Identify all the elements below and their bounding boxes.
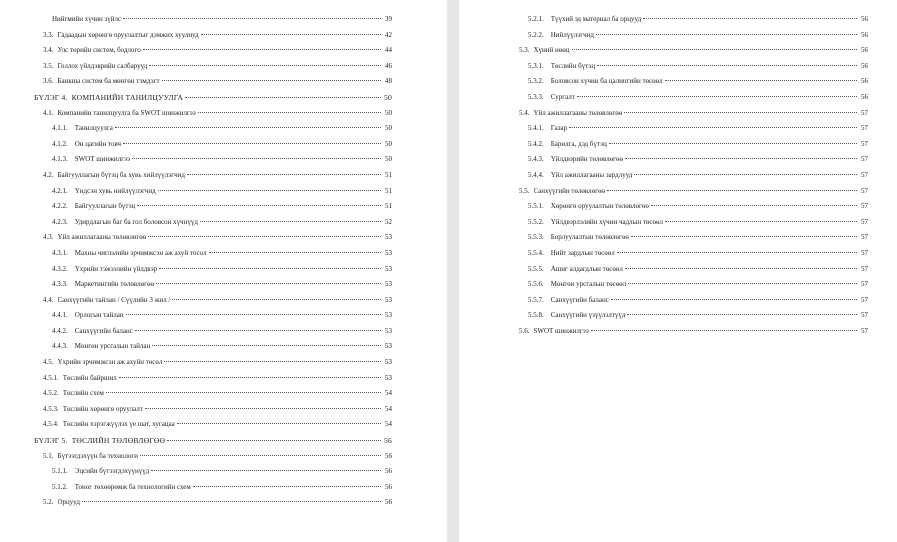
toc-entry-title: Төслийн хөрөнгө оруулалт [62, 404, 143, 413]
dot-leader [106, 392, 381, 393]
toc-entry-title: Үхрийн тэжээлийн үйлдвэр [74, 264, 158, 273]
dot-leader [609, 143, 857, 144]
toc-page-number: 56 [385, 498, 392, 507]
dot-leader [132, 158, 381, 159]
toc-entry-number: 4.4. [43, 295, 54, 304]
toc-entry-number: БҮЛЭГ 4. [34, 92, 68, 102]
dot-leader [82, 501, 381, 502]
dot-leader [209, 252, 381, 253]
toc-entry[interactable] [459, 215, 868, 231]
toc-entry[interactable] [0, 199, 392, 215]
toc-chapter-entry[interactable] [0, 90, 392, 106]
toc-entry[interactable] [0, 480, 392, 496]
toc-page-number: 57 [861, 217, 868, 226]
toc-entry[interactable] [459, 137, 868, 153]
toc-entry[interactable] [0, 12, 392, 28]
dot-leader [193, 486, 381, 487]
dot-leader [665, 221, 857, 222]
toc-page-number: 57 [861, 248, 868, 257]
toc-entry-title: Орлогын тайлан [74, 311, 124, 320]
toc-entry-number: 5.1.1. [52, 467, 68, 476]
toc-page-number: 56 [385, 451, 392, 460]
dot-leader [152, 345, 381, 346]
dot-leader [187, 174, 381, 175]
toc-entry-title: Төслийн схем [62, 389, 104, 398]
toc-page-number: 56 [861, 46, 868, 55]
toc-entry-title: Ашиг алдагдлын төсөөл [550, 264, 623, 273]
toc-entry-title: Төслийн хэрэгжүүлэх үе шат, хугацаа [62, 420, 175, 429]
toc-entry-number: 5.2. [43, 498, 54, 507]
dot-leader [625, 268, 857, 269]
dot-leader [123, 143, 381, 144]
toc-entry-title: Махны чиглэлийн эрчимжсэн аж ахуй тосол [74, 248, 207, 257]
toc-entry-number: 4.4.2. [52, 326, 68, 335]
toc-page-number: 51 [385, 202, 392, 211]
toc-entry[interactable] [459, 28, 868, 44]
toc-page-number: 56 [861, 15, 868, 23]
dot-leader [158, 190, 381, 191]
toc-page-number: 53 [385, 358, 392, 367]
toc-entry[interactable] [459, 293, 868, 309]
dot-leader [627, 314, 857, 315]
dot-leader [643, 18, 857, 19]
toc-entry-number: 4.2.2. [52, 202, 68, 211]
toc-page-number: 53 [385, 233, 392, 242]
toc-entry[interactable] [0, 308, 392, 324]
toc-entry[interactable] [459, 308, 868, 324]
toc-entry[interactable] [0, 168, 392, 184]
toc-entry-number: 4.2.3. [52, 217, 68, 226]
toc-entry-title: Боловсон хүчин ба цалингийн төсөөл [550, 77, 663, 86]
toc-page-number: 56 [385, 467, 392, 476]
toc-entry-number: 4.5.4. [43, 420, 59, 429]
dot-leader [625, 158, 857, 159]
toc-entry-title: Санхүүгийн төлөвлөгөө [533, 186, 606, 195]
toc-entry-title: Төслийн байршил [62, 373, 117, 382]
toc-page-number: 56 [861, 92, 868, 101]
dot-leader [200, 221, 381, 222]
toc-page-number: 53 [385, 326, 392, 335]
toc-page-number: 53 [385, 295, 392, 304]
dot-leader [159, 268, 381, 269]
toc-entry-title: Удирдлагын баг ба гол боловсон хүчнүүд [74, 217, 198, 226]
dot-leader [591, 330, 857, 331]
toc-page-number: 57 [861, 124, 868, 133]
toc-entry-title: Голлох үйлдэврийн салбарууд [57, 61, 148, 70]
toc-entry[interactable] [0, 386, 392, 402]
toc-entry-title: Үйл ажиллагааны зардлууд [550, 170, 633, 179]
dot-leader [634, 174, 857, 175]
toc-page-number: 57 [861, 311, 868, 320]
toc-entry-number: 4.5.2. [43, 389, 59, 398]
toc-entry-number: БҮЛЭГ 5. [34, 436, 68, 446]
toc-chapter-entry[interactable] [0, 433, 392, 449]
dot-leader [140, 455, 381, 456]
toc-entry-title: Үйл ажиллагааны төлөвлөгөө [533, 108, 623, 117]
table-of-contents [459, 12, 897, 339]
toc-entry-title: Үйл ажиллагааны төлөвлөгөө [57, 233, 147, 242]
toc-entry[interactable] [0, 230, 392, 246]
toc-entry-title: Түүхий эд материал ба орцууд [550, 15, 642, 23]
toc-entry[interactable] [0, 495, 392, 511]
toc-page-number: 50 [385, 155, 392, 164]
toc-page-number: 53 [385, 264, 392, 273]
toc-entry[interactable] [0, 184, 392, 200]
toc-entry-title: Нийт зардлын төсөөл [550, 248, 615, 257]
toc-entry-title: Газар [550, 124, 568, 133]
dot-leader [145, 408, 381, 409]
dot-leader [177, 423, 381, 424]
toc-entry-number: 4.2. [43, 170, 54, 179]
toc-entry[interactable] [459, 90, 868, 106]
toc-entry[interactable] [0, 324, 392, 340]
toc-page-number: 57 [861, 326, 868, 335]
toc-entry-title: Хөрөнгө оруулалтын төлөвлөгөө [550, 202, 649, 211]
toc-entry-title: Танилцуулга [74, 124, 113, 133]
dot-leader [149, 65, 381, 66]
toc-entry-number: 3.6. [43, 77, 54, 86]
dot-leader [198, 112, 381, 113]
toc-entry-title: Үндсэн хувь нийлүүлэгчид [74, 186, 156, 195]
toc-entry[interactable] [459, 168, 868, 184]
toc-entry[interactable] [0, 339, 392, 355]
toc-entry-title: Нийгмийн хүчин зүйлс [52, 15, 122, 23]
toc-entry[interactable] [0, 262, 392, 278]
toc-entry-number: 4.1.2. [52, 139, 68, 148]
toc-entry[interactable] [0, 106, 392, 122]
toc-entry-title: SWOT шинжилгээ [533, 326, 589, 335]
toc-entry-title: Байгууллагын бүтэц [74, 202, 136, 211]
dot-leader [665, 80, 857, 81]
toc-page-number: 56 [861, 77, 868, 86]
toc-page-number: 57 [861, 170, 868, 179]
toc-page-number: 57 [861, 280, 868, 289]
dot-leader [115, 127, 381, 128]
dot-leader [628, 283, 857, 284]
toc-entry-title: Барилга, дэд бүтэц [550, 139, 607, 148]
toc-page-number: 57 [861, 155, 868, 164]
toc-page-number: 57 [861, 264, 868, 273]
toc-page-number: 48 [385, 77, 392, 86]
toc-entry-number: 3.4. [43, 46, 54, 55]
toc-entry[interactable] [459, 199, 868, 215]
toc-page-number: 39 [385, 15, 392, 23]
toc-entry-number: 4.2.1. [52, 186, 68, 195]
table-of-contents [0, 12, 447, 511]
toc-entry-title: Мөнгөн урсгалын төсөөл [550, 280, 627, 289]
toc-entry-number: 5.5.1. [528, 202, 544, 211]
toc-entry[interactable] [0, 402, 392, 418]
toc-page-number: 57 [861, 233, 868, 242]
toc-entry-title: SWOT шинжилгээ [74, 155, 131, 164]
dot-leader [172, 299, 381, 300]
toc-entry[interactable] [459, 152, 868, 168]
toc-page-number: 53 [385, 342, 392, 351]
toc-page-number: 53 [385, 280, 392, 289]
toc-page-number: 44 [385, 46, 392, 55]
toc-entry-number: 5.5.2. [528, 217, 544, 226]
toc-page-number: 52 [385, 217, 392, 226]
toc-entry-number: 5.5.4. [528, 248, 544, 257]
document-page-left [0, 0, 447, 542]
toc-entry[interactable] [0, 449, 392, 465]
toc-page-number: 54 [385, 404, 392, 413]
toc-entry-number: 5.3.2. [528, 77, 544, 86]
toc-entry-title: Эцсийн бүтээгдэхүүнүүд [74, 467, 150, 476]
toc-entry-title: Тоног төхөөрөмж ба технологийн схем [74, 482, 191, 491]
document-page-right [459, 0, 897, 542]
dot-leader [651, 205, 857, 206]
dot-leader [135, 330, 381, 331]
toc-entry-number: 5.5.7. [528, 295, 544, 304]
toc-page-number: 51 [385, 186, 392, 195]
dot-leader [151, 470, 381, 471]
toc-page-number: 53 [385, 311, 392, 320]
dot-leader [126, 314, 381, 315]
toc-entry-number: 4.5.1. [43, 373, 59, 382]
toc-entry-number: 3.3. [43, 30, 54, 39]
toc-entry-number: 5.4.1. [528, 124, 544, 133]
dot-leader [167, 440, 381, 441]
toc-page-number: 51 [385, 170, 392, 179]
toc-entry-title: Борлуулалтын төлөвлөгөө [550, 233, 629, 242]
toc-entry-title: ТӨСЛИЙН ТӨЛӨВЛӨГӨӨ [71, 436, 166, 446]
dot-leader [631, 236, 857, 237]
toc-entry[interactable] [0, 215, 392, 231]
dot-leader [148, 236, 381, 237]
toc-entry-number: 5.5. [519, 186, 530, 195]
toc-entry-number: 4.1.3. [52, 155, 68, 164]
toc-page-number: 50 [385, 139, 392, 148]
toc-entry-title: Банкны систем ба мөнгөн тэмдэгт [57, 77, 160, 86]
toc-entry[interactable] [0, 293, 392, 309]
dot-leader [164, 361, 381, 362]
toc-entry-title: Мөнгөн урсгалын тайлан [74, 342, 151, 351]
toc-entry-title: Орцууд [57, 498, 80, 507]
toc-page-number: 56 [385, 482, 392, 491]
dot-leader [572, 49, 857, 50]
dot-leader [597, 65, 857, 66]
toc-entry-number: 3.5. [43, 61, 54, 70]
toc-entry[interactable] [0, 28, 392, 44]
toc-entry[interactable] [0, 137, 392, 153]
toc-entry[interactable] [459, 43, 868, 59]
toc-page-number: 54 [385, 420, 392, 429]
dot-leader [617, 252, 857, 253]
toc-entry-number: 4.1. [43, 108, 54, 117]
dot-leader [201, 34, 381, 35]
toc-entry-number: 5.1.2. [52, 482, 68, 491]
toc-entry[interactable] [459, 230, 868, 246]
toc-entry-number: 5.4.4. [528, 170, 544, 179]
dot-leader [624, 112, 857, 113]
toc-page-number: 57 [861, 202, 868, 211]
toc-page-number: 53 [385, 248, 392, 257]
dot-leader [577, 96, 857, 97]
toc-entry-number: 5.2.2. [528, 30, 544, 39]
toc-entry-title: Сургалт [550, 92, 575, 101]
toc-entry[interactable] [0, 59, 392, 75]
toc-entry-number: 5.5.5. [528, 264, 544, 273]
toc-entry-title: Санхүүгийн тайлан / Сүүлийн 3 жил / [57, 295, 171, 304]
dot-leader [596, 34, 857, 35]
toc-page-number: 57 [861, 186, 868, 195]
toc-entry-title: Үхрийн эрчимжсэн аж ахуйн төсөл [57, 358, 163, 367]
toc-entry[interactable] [0, 277, 392, 293]
toc-entry-number: 5.3.1. [528, 61, 544, 70]
toc-entry-title: Хүний нөөц [533, 46, 570, 55]
toc-entry-title: Үйлдвэрийн төлөвлөгөө [550, 155, 624, 164]
dot-leader [569, 127, 857, 128]
toc-entry-title: Улс төрийн систем, бодлого [57, 46, 141, 55]
toc-page-number: 50 [385, 108, 392, 117]
toc-entry[interactable] [459, 12, 868, 28]
toc-page-number: 54 [385, 389, 392, 398]
toc-entry[interactable] [459, 262, 868, 278]
toc-entry[interactable] [0, 464, 392, 480]
toc-entry-number: 5.5.6. [528, 280, 544, 289]
toc-entry-number: 5.4. [519, 108, 530, 117]
toc-entry-number: 4.5.3. [43, 404, 59, 413]
toc-page-number: 56 [861, 30, 868, 39]
toc-page-number: 53 [385, 373, 392, 382]
toc-entry[interactable] [459, 324, 868, 340]
toc-entry[interactable] [459, 184, 868, 200]
toc-entry-title: Санхүүгийн баланс [550, 295, 609, 304]
toc-page-number: 42 [385, 30, 392, 39]
dot-leader [137, 205, 381, 206]
toc-page-number: 56 [384, 436, 392, 446]
toc-entry-number: 4.3.2. [52, 264, 68, 273]
toc-entry-number: 5.3.3. [528, 92, 544, 101]
dot-leader [162, 80, 381, 81]
toc-entry-title: Компанийн танилцуулга ба SWOT шинжилгээ [57, 108, 196, 117]
toc-entry-number: 5.2.1. [528, 15, 544, 23]
toc-page-number: 57 [861, 295, 868, 304]
toc-entry-number: 4.3.3. [52, 280, 68, 289]
toc-entry-number: 4.3. [43, 233, 54, 242]
toc-page-number: 50 [385, 124, 392, 133]
toc-entry-title: Үйлдвэрлэлийн хүчин чадлын төсөөл [550, 217, 663, 226]
dot-leader [607, 190, 857, 191]
toc-page-number: 57 [861, 139, 868, 148]
toc-entry-number: 5.3. [519, 46, 530, 55]
toc-entry-title: КОМПАНИЙН ТАНИЛЦУУЛГА [71, 92, 184, 102]
toc-entry-number: 4.4.3. [52, 342, 68, 351]
toc-page-number: 46 [385, 61, 392, 70]
toc-entry[interactable] [0, 74, 392, 90]
toc-entry-title: Санхүүгийн үзүүлэлтүүд [550, 311, 626, 320]
toc-entry[interactable] [459, 121, 868, 137]
toc-entry[interactable] [0, 246, 392, 262]
toc-entry[interactable] [0, 417, 392, 433]
toc-entry-number: 5.5.3. [528, 233, 544, 242]
toc-page-number: 57 [861, 108, 868, 117]
toc-entry[interactable] [459, 277, 868, 293]
toc-entry-number: 5.1. [43, 451, 54, 460]
toc-page-number: 50 [384, 92, 392, 102]
toc-entry-title: Он цагийн товч [74, 139, 122, 148]
dot-leader [185, 97, 381, 98]
toc-entry-number: 5.4.2. [528, 139, 544, 148]
dot-leader [123, 18, 381, 19]
toc-entry-number: 4.3.1. [52, 248, 68, 257]
toc-entry-number: 4.4.1. [52, 311, 68, 320]
dot-leader [156, 283, 381, 284]
dot-leader [611, 299, 857, 300]
dot-leader [119, 377, 381, 378]
toc-entry[interactable] [459, 74, 868, 90]
toc-entry[interactable] [459, 246, 868, 262]
toc-entry-number: 5.5.8. [528, 311, 544, 320]
toc-entry[interactable] [0, 355, 392, 371]
toc-entry-number: 4.5. [43, 358, 54, 367]
toc-entry[interactable] [459, 59, 868, 75]
toc-entry[interactable] [0, 152, 392, 168]
toc-entry[interactable] [459, 106, 868, 122]
toc-entry-title: Маркетингийн төлөвлөгөө [74, 280, 154, 289]
toc-entry-title: Бүтээгдэхүүн ба технологи [57, 451, 139, 460]
toc-entry-title: Төслийн бүтэц [550, 61, 596, 70]
toc-entry-number: 5.4.3. [528, 155, 544, 164]
toc-entry-title: Байгууллагын бүтэц ба хувь хийлүүлэгчид [57, 170, 185, 179]
toc-entry-title: Санхүүгийн баланс [74, 326, 133, 335]
toc-entry-title: Гадаадын хөрөнгө оруулалтыг дэмжих хуулиуд [57, 30, 199, 39]
toc-entry[interactable] [0, 43, 392, 59]
toc-entry-number: 4.1.1. [52, 124, 68, 133]
toc-page-number: 56 [861, 61, 868, 70]
toc-entry[interactable] [0, 121, 392, 137]
toc-entry[interactable] [0, 371, 392, 387]
toc-entry-number: 5.6. [519, 326, 530, 335]
dot-leader [143, 49, 381, 50]
toc-entry-title: Нийлүүлэгчид [550, 30, 594, 39]
